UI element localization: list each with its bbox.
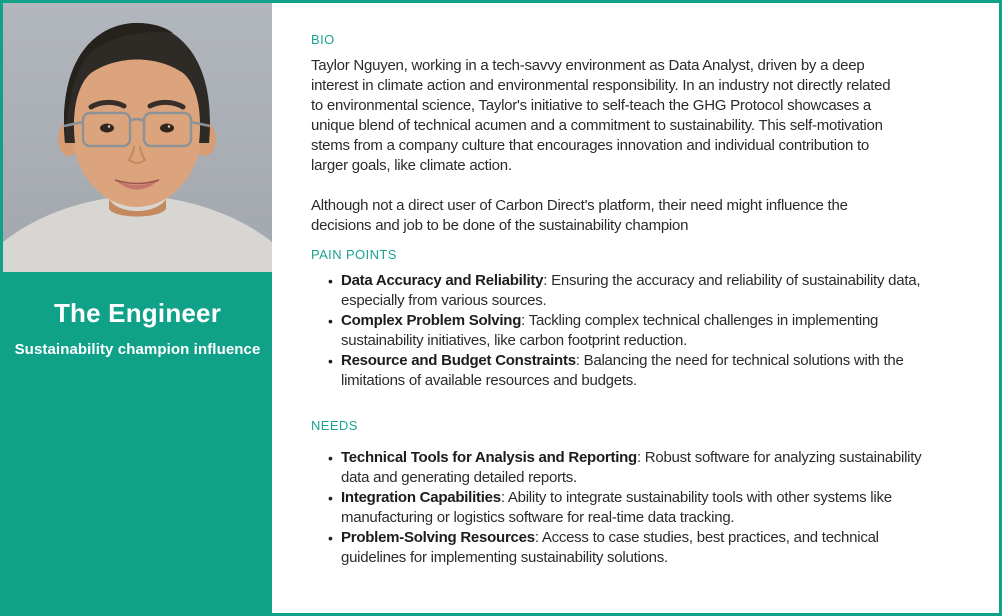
need-item	[328, 528, 941, 568]
need-desc: : Robust software for analyzing sustainability data and generating detailed reports.	[341, 449, 922, 486]
bio-paragraph-1: Taylor Nguyen, working in a tech-savvy environment as Data Analyst, driven by a deep interest in climate action and environmental responsibility. In an industry not directly related to environmental science, Taylor's initiative to self-teach the GHG Protocol showcases a unique blend of technical acumen and a commitment to sustainability. This self-motivation stems from a company culture that encourages innovation and individual contribution to larger goals, like climate action.	[311, 57, 891, 174]
pain-point-item	[328, 351, 941, 391]
need-term: Technical Tools for Analysis and Reporting	[341, 449, 637, 466]
pain-point-term: Data Accuracy and Reliability	[341, 272, 544, 289]
pain-point-term: Resource and Budget Constraints	[341, 352, 576, 369]
pain-point-item	[328, 311, 941, 351]
needs-list	[311, 448, 941, 568]
need-desc: : Ability to integrate sustainability tools with other systems like manufacturing or logistics software for real-time data tracking.	[341, 489, 892, 526]
bio-heading: BIO	[311, 32, 335, 47]
need-term: Integration Capabilities	[341, 489, 501, 506]
persona-heading-block	[3, 272, 272, 358]
pain-point-desc: : Ensuring the accuracy and reliability of sustainability data, especially from various sources.	[341, 272, 921, 309]
needs-heading: NEEDS	[311, 418, 358, 433]
pain-points-heading: PAIN POINTS	[311, 247, 397, 262]
persona-title: The Engineer	[53, 298, 222, 328]
pain-point-desc: : Balancing the need for technical solutions with the limitations of available resources and budgets.	[341, 352, 904, 389]
section-pain-points	[311, 248, 963, 391]
pain-point-item	[328, 271, 941, 311]
portrait-illustration	[3, 3, 272, 272]
need-item	[328, 488, 941, 528]
pain-point-term: Complex Problem Solving	[341, 312, 522, 329]
bio-paragraph-2: Although not a direct user of Carbon Direct's platform, their need might influence the decisions and job to be done of the sustainability champion	[311, 197, 848, 234]
need-term: Problem-Solving Resources	[341, 529, 535, 546]
pain-point-desc: : Tackling complex technical challenges in implementing sustainability initiatives, like carbon footprint reduction.	[341, 312, 879, 349]
section-needs	[311, 419, 963, 568]
section-bio	[311, 33, 963, 236]
persona-sidebar	[3, 3, 272, 613]
need-desc: : Access to case studies, best practices, and technical guidelines for implementing sustainability solutions.	[341, 529, 879, 566]
persona-details	[272, 3, 999, 613]
persona-subtitle: Sustainability champion influence	[14, 341, 261, 358]
pain-points-list	[311, 271, 941, 391]
persona-photo	[3, 3, 272, 272]
need-item	[328, 448, 941, 488]
